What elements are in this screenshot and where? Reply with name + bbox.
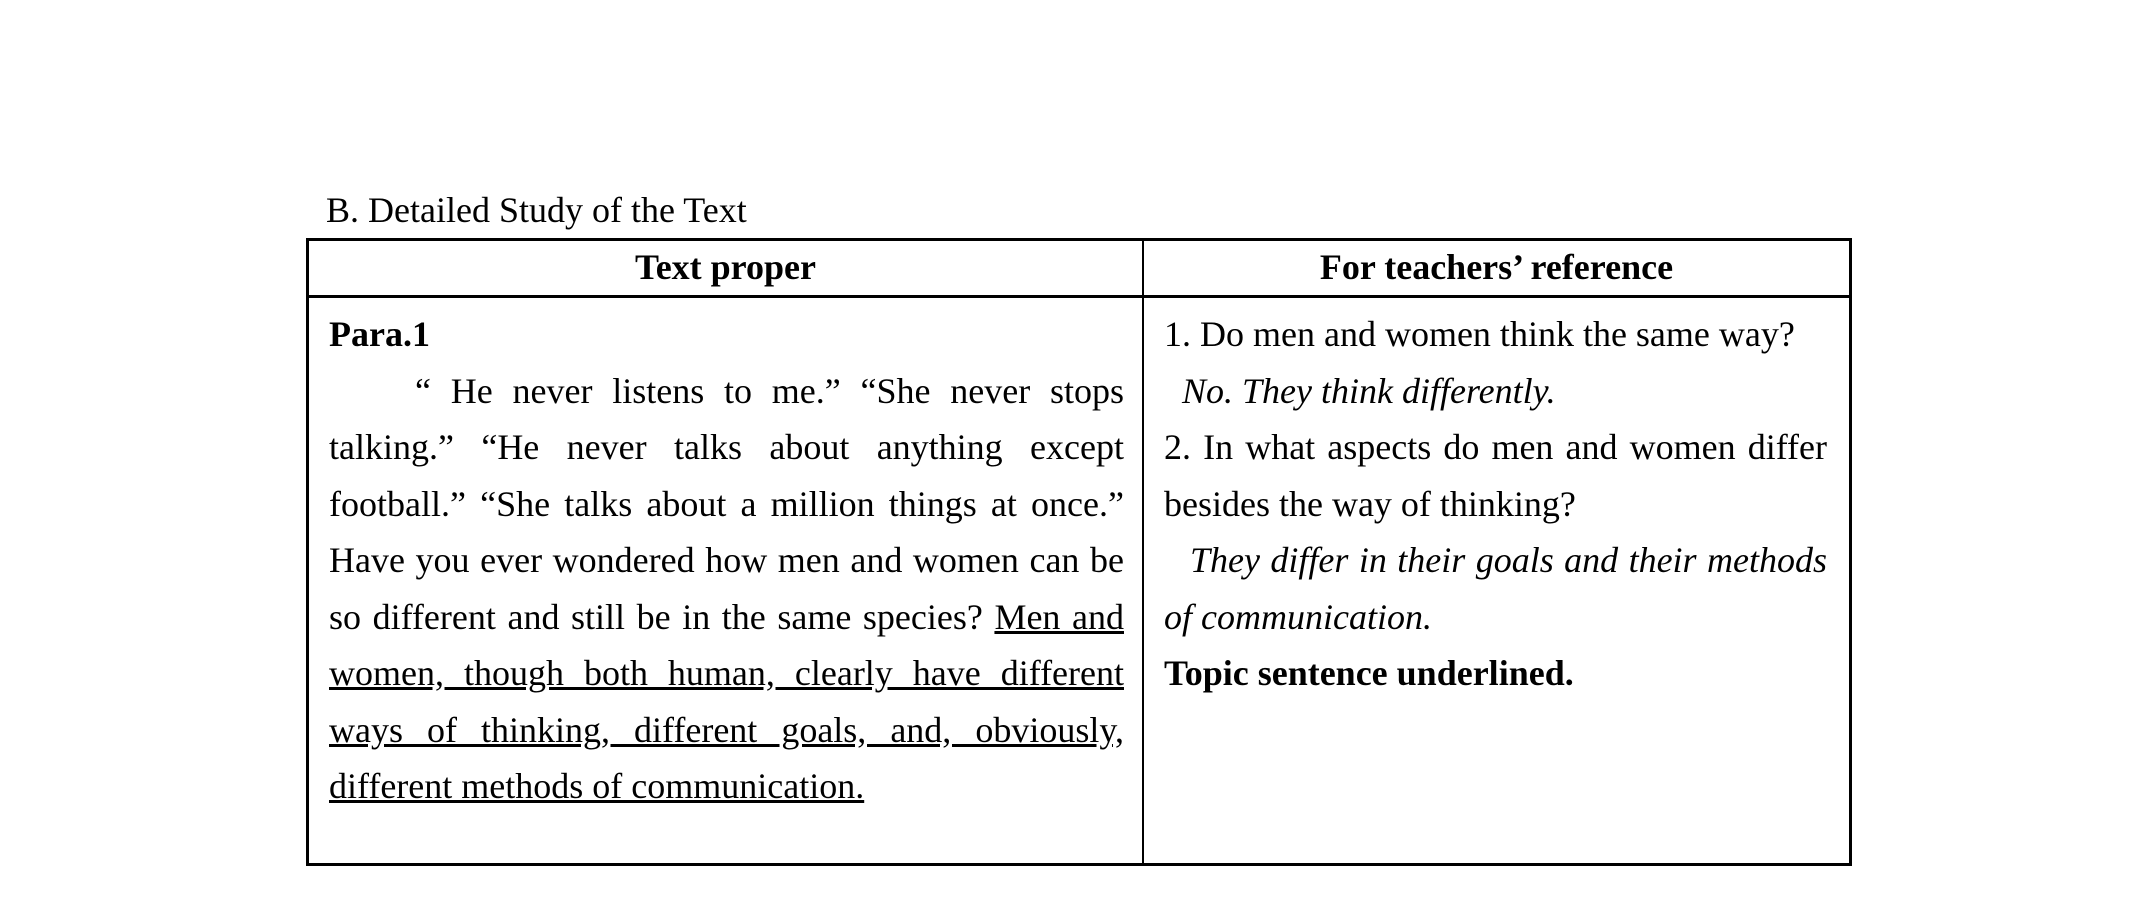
question-2: 2. In what aspects do men and women differ besides the way of thinking? — [1164, 427, 1827, 524]
teachers-reference-cell — [1144, 298, 1849, 863]
para-label: Para.1 — [329, 314, 430, 354]
question-1: 1. Do men and women think the same way? — [1164, 314, 1795, 354]
study-table — [306, 238, 1852, 866]
column-header-text-proper: Text proper — [309, 241, 1144, 298]
paragraph-text — [329, 363, 1124, 815]
paragraph-body: “ He never listens to me.” “She never stops talking.” “He never talks about anything except football.” “She talks about a million things at once.” Have you ever wondered how men and women can be so different and still be in the same species? — [329, 370, 1124, 637]
topic-sentence: Men and women, though both human, clearly have different ways of thinking, different goals, and, obviously, different methods of communication. — [329, 596, 1124, 806]
answer-1: No. They think differently. — [1182, 370, 1556, 411]
text-proper-cell — [309, 298, 1144, 863]
column-header-teachers-reference: For teachers’ reference — [1144, 241, 1849, 298]
topic-sentence-note: Topic sentence underlined. — [1164, 653, 1574, 693]
answer-2: They differ in their goals and their methods of communication. — [1164, 540, 1827, 637]
section-heading: B. Detailed Study of the Text — [326, 190, 747, 230]
